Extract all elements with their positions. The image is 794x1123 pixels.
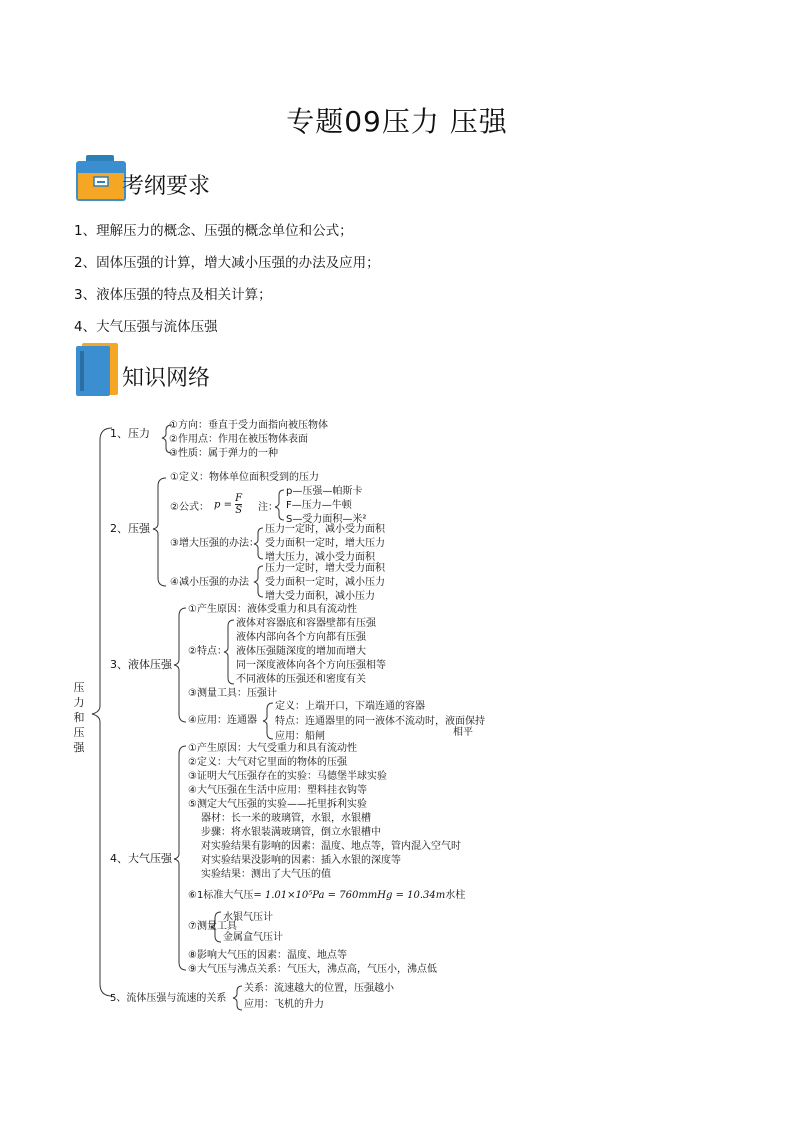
note-item: p—压强—帕斯卡 (286, 486, 363, 497)
app-item-tail: 相平 (453, 727, 473, 738)
branch-label: 1、压力 (110, 427, 150, 440)
standard-pressure (188, 890, 465, 902)
app-item: 定义：上端开口，下端连通的容器 (275, 701, 425, 712)
experiment-item: 对实验结果没影响的因素：插入水银的深度等 (201, 855, 401, 866)
branch-item: ⑤测定大气压强的实验——托里拆利实验 (188, 799, 367, 810)
standard-pressure-suffix: 水柱 (445, 890, 466, 901)
note-item: S—受力面积—米² (286, 514, 367, 525)
method-item: 增大压力，减小受力面积 (265, 552, 375, 563)
branch-label: 5、流体压强与流速的关系 (110, 993, 227, 1004)
formula-p: p = (214, 499, 232, 511)
page-title: 专题09压力 压强 (286, 105, 508, 138)
tool-item: 水银气压计 (223, 912, 273, 923)
formula-label: ②公式： (170, 502, 209, 513)
branch-item: ⑧影响大气压的因素：温度、地点等 (188, 950, 347, 961)
branch-label: 2、压强 (110, 522, 150, 535)
branch-item: ⑨大气压与沸点关系：气压大，沸点高，气压小，沸点低 (188, 964, 437, 975)
branch-item: ①定义：物体单位面积受到的压力 (170, 472, 319, 483)
experiment-item: 步骤：将水银装满玻璃管，倒立水银槽中 (201, 827, 381, 838)
section-heading: 知识网络 (122, 366, 211, 391)
branch-item: ③性质：属于弹力的一种 (169, 448, 278, 459)
requirement-item: 2、固体压强的计算，增大减小压强的办法及应用； (74, 255, 380, 271)
experiment-item: 器材：长一米的玻璃管，水银，水银槽 (201, 813, 371, 824)
feature-item: 同一深度液体向各个方向压强相等 (236, 660, 386, 671)
branch-item: ③证明大气压强存在的实验：马德堡半球实验 (188, 771, 387, 782)
feature-item: 液体内部向各个方向都有压强 (236, 632, 366, 643)
branch-item: ②特点： (188, 646, 227, 657)
branch-item: ④大气压强在生活中应用：塑料挂衣钩等 (188, 785, 367, 796)
branch-item: ④减小压强的办法 (170, 577, 249, 588)
branch-item: ⑦测量工具 (188, 921, 237, 932)
branch-label: 4、大气压强 (110, 852, 172, 865)
branch-item: 应用：飞机的升力 (244, 999, 324, 1010)
branch-item: ①方向：垂直于受力面指向被压物体 (169, 420, 328, 431)
formula-fraction (235, 493, 242, 516)
feature-item: 液体压强随深度的增加而增大 (236, 646, 366, 657)
feature-item: 液体对容器底和容器壁都有压强 (236, 618, 376, 629)
branch-item: ③增大压强的办法： (170, 538, 259, 549)
method-item: 压力一定时，增大受力面积 (265, 563, 385, 574)
requirement-item: 1、理解压力的概念、压强的概念单位和公式； (74, 223, 353, 239)
method-item: 受力面积一定时，减小压力 (265, 577, 385, 588)
branch-item: ②作用点：作用在被压物体表面 (169, 434, 308, 445)
requirement-item: 4、大气压强与流体压强 (74, 319, 218, 335)
section-heading: 考纲要求 (122, 174, 211, 199)
branch-item: ④应用：连通器 (188, 715, 257, 726)
branch-item: 关系：流速越大的位置，压强越小 (244, 983, 394, 994)
pressure-formula (214, 493, 242, 516)
experiment-item: 对实验结果有影响的因素：温度、地点等，管内混入空气时 (201, 841, 461, 852)
branch-item: ③测量工具：压强计 (188, 688, 277, 699)
standard-pressure-value: = 1.01×10⁵Pa = 760mmHg = 10.34m (253, 890, 446, 901)
branch-label: 3、液体压强 (110, 658, 172, 671)
branch-item: ①产生原因：液体受重力和具有流动性 (188, 604, 357, 615)
tool-item: 金属盒气压计 (223, 932, 283, 943)
method-item: 受力面积一定时，增大压力 (265, 538, 385, 549)
app-item: 应用：船闸 (275, 731, 325, 742)
standard-pressure-prefix: ⑥1标准大气压 (188, 890, 254, 901)
feature-item: 不同液体的压强还和密度有关 (236, 674, 366, 685)
branch-item: ②定义：大气对它里面的物体的压强 (188, 757, 347, 768)
map-root: 压力和压强 (73, 681, 85, 754)
formula-numerator: F (235, 493, 243, 504)
experiment-item: 实验结果：测出了大气压的值 (201, 869, 331, 880)
note-label: 注： (258, 502, 278, 513)
requirement-item: 3、液体压强的特点及相关计算； (74, 287, 272, 303)
method-item: 增大受力面积，减小压力 (265, 591, 375, 602)
branch-item: ①产生原因：大气受重力和具有流动性 (188, 743, 357, 754)
note-item: F—压力—牛顿 (286, 500, 352, 511)
app-item: 特点：连通器里的同一液体不流动时，液面保持 (275, 716, 485, 727)
method-item: 压力一定时，减小受力面积 (265, 524, 385, 535)
formula-denominator: S (235, 505, 243, 516)
